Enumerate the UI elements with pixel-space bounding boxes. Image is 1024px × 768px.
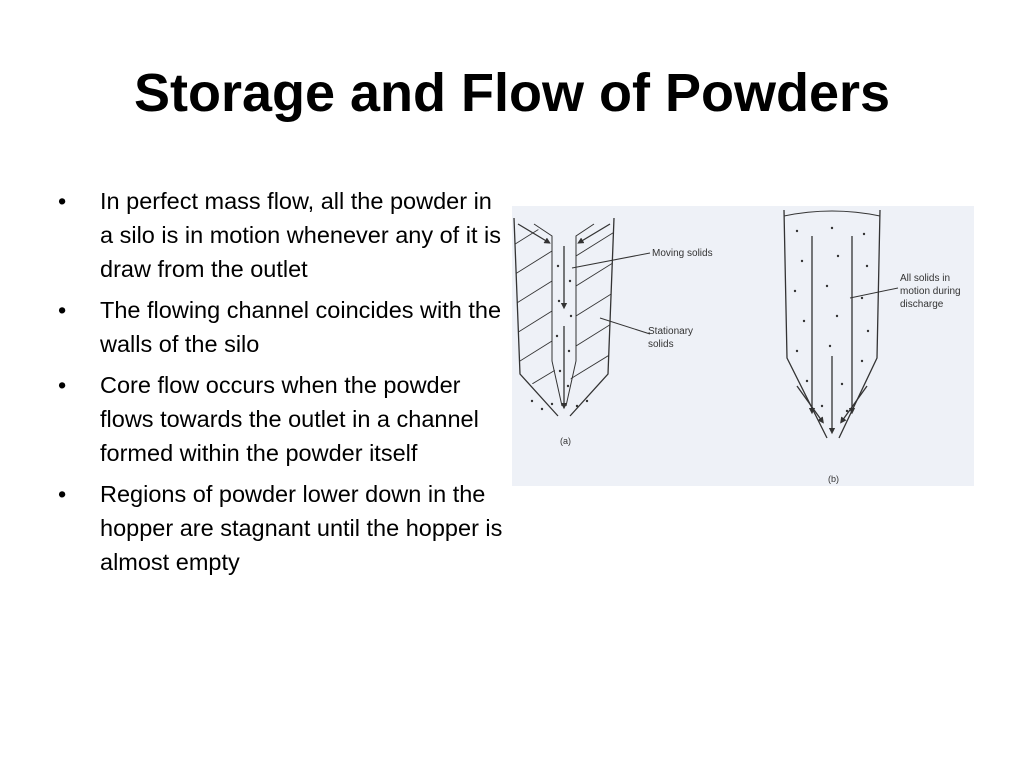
silo-flow-figure xyxy=(512,206,974,486)
bullet-item xyxy=(58,368,508,470)
bullet-marker: • xyxy=(58,372,67,398)
label-all-solids-3: discharge xyxy=(900,299,944,310)
silo-a xyxy=(512,218,616,416)
bullet-item xyxy=(58,293,508,361)
caption-b: (b) xyxy=(828,474,839,484)
caption-a: (a) xyxy=(560,436,571,446)
bullet-list xyxy=(58,184,508,586)
bullet-item xyxy=(58,477,508,579)
silo-b xyxy=(784,210,880,438)
all-solids-leader xyxy=(850,288,898,298)
label-all-solids-1: All solids in xyxy=(900,273,951,284)
bullet-marker: • xyxy=(58,481,67,507)
bullet-text: Regions of powder lower down in the hopper are stagnant until the hopper is almost empty xyxy=(100,481,503,575)
label-stationary-1: Stationary xyxy=(648,326,694,337)
label-stationary-2: solids xyxy=(648,339,674,350)
bullet-text: Core flow occurs when the powder flows towards the outlet in a channel formed within the powder itself xyxy=(100,372,479,466)
label-moving-solids: Moving solids xyxy=(652,248,713,259)
bullet-item xyxy=(58,184,508,286)
bullet-text: In perfect mass flow, all the powder in a silo is in motion whenever any of it is draw from the outlet xyxy=(100,188,501,282)
silo-a-particles xyxy=(531,265,588,410)
bullet-marker: • xyxy=(58,297,67,323)
silo-diagram xyxy=(512,206,974,486)
moving-solids-leader xyxy=(572,253,650,268)
bullet-marker: • xyxy=(58,188,67,214)
bullet-text: The flowing channel coincides with the walls of the silo xyxy=(100,297,502,357)
slide-title: Storage and Flow of Powders xyxy=(133,63,891,123)
label-all-solids-2: motion during xyxy=(900,286,961,297)
